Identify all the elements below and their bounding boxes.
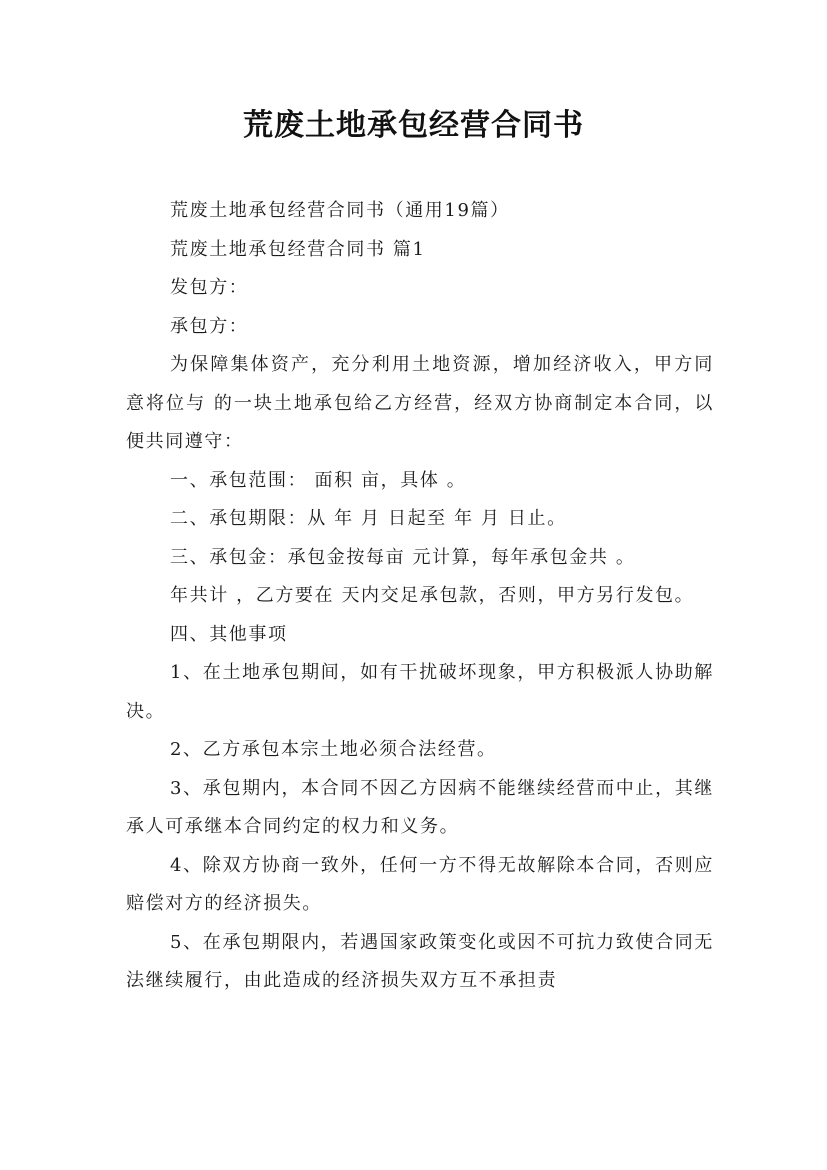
paragraph-heading-article-1: 荒废土地承包经营合同书 篇1 [170,238,426,260]
paragraph-clause-scope: 一、承包范围： 面积 亩，具体 。 [170,469,467,491]
paragraph-preamble: 为保障集体资产，充分利用土地资源，增加经济收入，甲方同意将位与 的一块土地承包给乙方经营，经双方协商制定本合同，以便共同遵守： [126,354,714,452]
paragraph-clause-term: 二、承包期限：从 年 月 日起至 年 月 日止。 [170,508,567,529]
paragraph-clause-fee-payment: 年共计 ，乙方要在 天内交足承包款，否则，甲方另行发包。 [170,585,695,606]
paragraph-party-b: 承包方： [170,315,249,337]
document-body [126,192,714,1001]
paragraph-item-3: 3、承包期内，本合同不因乙方因病不能继续经营而中止，其继承人可承继本合同约定的权力和义务。 [126,777,714,837]
paragraph-party-a: 发包方： [170,277,249,298]
paragraph-heading-collection: 荒废土地承包经营合同书（通用19篇） [170,200,510,221]
paragraph-item-4: 4、除双方协商一致外，任何一方不得无故解除本合同，否则应赔偿对方的经济损失。 [126,854,714,914]
paragraph-item-2: 2、乙方承包本宗土地必须合法经营。 [170,739,497,760]
paragraph-item-1: 1、在土地承包期间，如有干扰破坏现象，甲方积极派人协助解决。 [126,662,714,722]
paragraph-item-5: 5、在承包期限内，若遇国家政策变化或因不可抗力致使合同无法继续履行，由此造成的经济损失双方互不承担责 [126,931,714,991]
document-title: 荒废土地承包经营合同书 [243,108,584,143]
paragraph-clause-other-heading: 四、其他事项 [170,623,288,645]
paragraph-clause-fee: 三、承包金：承包金按每亩 元计算，每年承包金共 。 [170,546,636,568]
